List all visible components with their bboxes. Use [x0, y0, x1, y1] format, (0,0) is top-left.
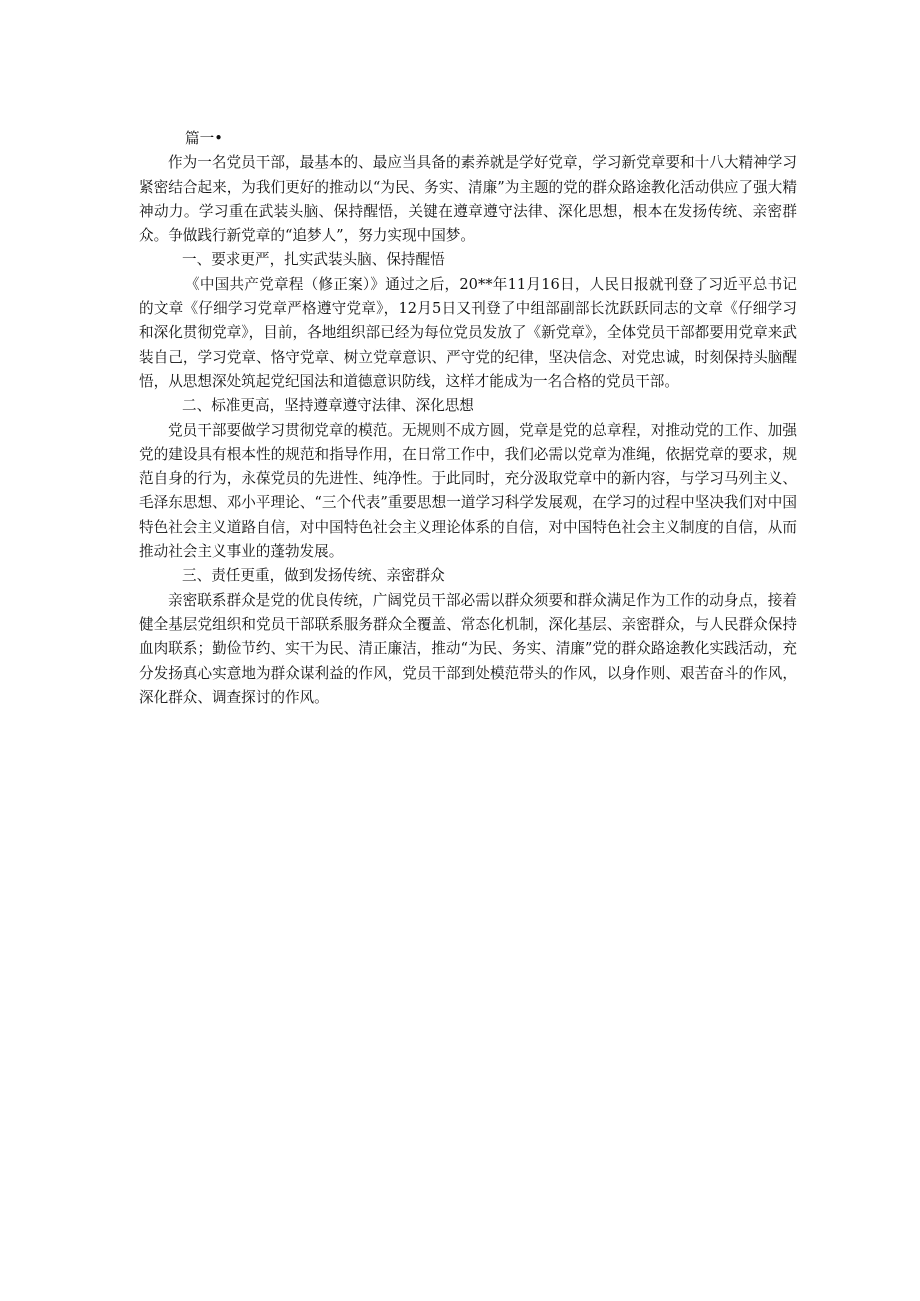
- document-body: [139, 127, 797, 710]
- paragraph-1: 《中国共产党章程（修正案）》通过之后，20**年11月16日，人民日报就刊登了习近平总书记的文章《仔细学习党章严格遵守党章》，12月5日又刊登了中组部副部长沈跃跃同志的文章《仔细学习和深化贯彻党章》，目前，各地组织部已经为每位党员发放了《新党章》，全体党员干部都要用党章来武装自己，学习党章、恪守党章、树立党章意识、严守党的纪律，坚决信念、对党忠诚，时刻保持头脑醒悟，从思想深处筑起党纪国法和道德意识防线，这样才能成为一名合格的党员干部。: [139, 275, 797, 390]
- section-label: 篇一•: [185, 130, 223, 147]
- intro-paragraph: 作为一名党员干部，最基本的、最应当具备的素养就是学好党章，学习新党章要和十八大精神学习紧密结合起来，为我们更好的推动以“为民、务实、清廉”为主题的党的群众路途教化活动供应了强大精神动力。学习重在武装头脑、保持醒悟，关键在遵章遵守法律、深化思想，根本在发扬传统、亲密群众。争做践行新党章的“追梦人”，努力实现中国梦。: [139, 154, 797, 245]
- paragraph-3: 亲密联系群众是党的优良传统，广阔党员干部必需以群众须要和群众满足作为工作的动身点，接着健全基层党组织和党员干部联系服务群众全覆盖、常态化机制，深化基层、亲密群众，与人民群众保持血肉联系；勤俭节约、实干为民、清正廉洁，推动“为民、务实、清廉”党的群众路途教化实践活动，充分发扬真心实意地为群众谋利益的作风，党员干部到处模范带头的作风，以身作则、艰苦奋斗的作风，深化群众、调查探讨的作风。: [139, 591, 797, 706]
- paragraph-2: 党员干部要做学习贯彻党章的模范。无规则不成方圆，党章是党的总章程，对推动党的工作、加强党的建设具有根本性的规范和指导作用，在日常工作中，我们必需以党章为准绳，依据党章的要求，规范自身的行为，永葆党员的先进性、纯净性。于此同时，充分汲取党章中的新内容，与学习马列主义、毛泽东思想、邓小平理论、“三个代表”重要思想一道学习科学发展观，在学习的过程中坚决我们对中国特色社会主义道路自信，对中国特色社会主义理论体系的自信，对中国特色社会主义制度的自信，从而推动社会主义事业的蓬勃发展。: [139, 421, 797, 561]
- heading-2: 二、标准更高，坚持遵章遵守法律、深化思想: [182, 397, 474, 415]
- heading-1: 一、要求更严，扎实武装头脑、保持醒悟: [182, 251, 445, 269]
- heading-3: 三、责任更重，做到发扬传统、亲密群众: [182, 567, 445, 585]
